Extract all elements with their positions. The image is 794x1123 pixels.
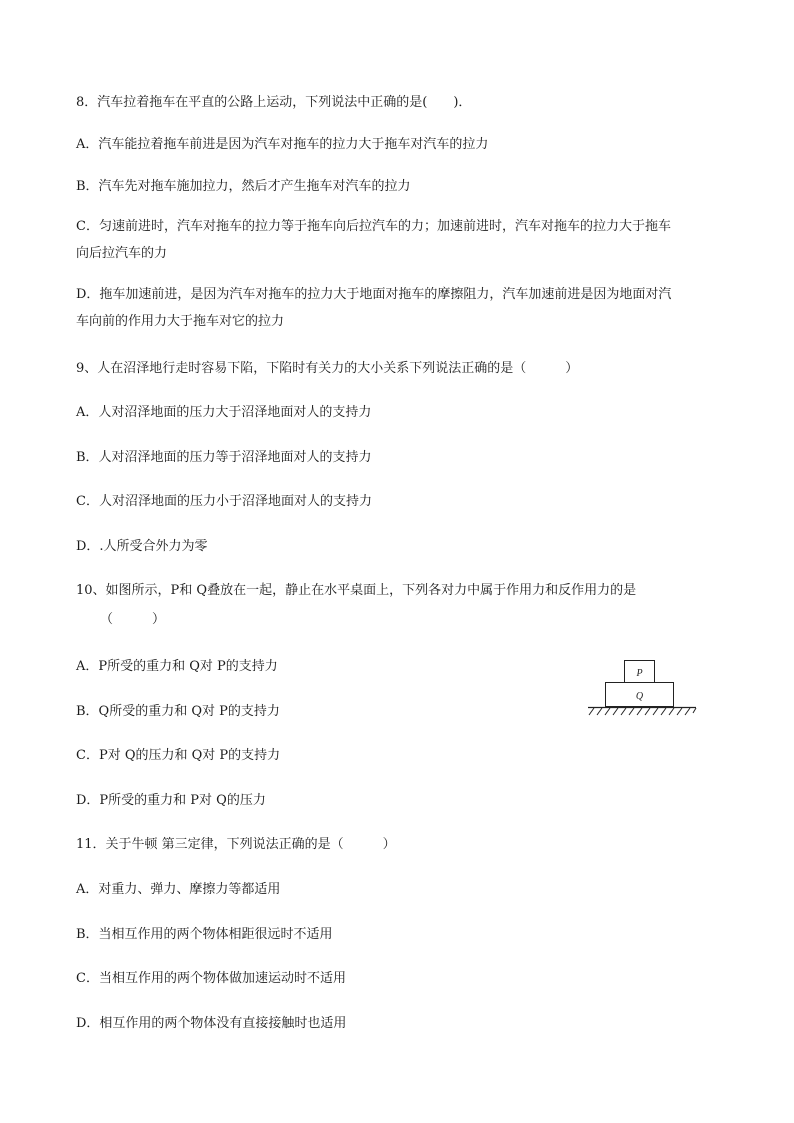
question-10-option-a: A．P所受的重力和 Q对 P的支持力 xyxy=(76,659,278,674)
question-10-option-b: B．Q所受的重力和 Q对 P的支持力 xyxy=(76,704,280,719)
question-10-option-d: D．P所受的重力和 P对 Q的压力 xyxy=(76,793,266,808)
question-8-option-c: C．匀速前进时，汽车对拖车的拉力等于拖车向后拉汽车的力；加速前进时，汽车对拖车的拉力大于拖车 xyxy=(76,219,671,234)
question-8-option-d-cont: 车向前的作用力大于拖车对它的拉力 xyxy=(76,314,285,329)
table-hatching xyxy=(589,708,696,715)
question-11-option-c: C．当相互作用的两个物体做加速运动时不适用 xyxy=(76,971,346,986)
question-11-stem: 11．关于牛顿 第三定律，下列说法正确的是（ ） xyxy=(76,837,396,852)
question-8-option-c-cont: 向后拉汽车的力 xyxy=(76,246,168,261)
question-10-stem: 10、如图所示，P和 Q叠放在一起，静止在水平桌面上，下列各对力中属于作用力和反作用力的是 xyxy=(76,583,637,598)
question-8-option-d: D．拖车加速前进，是因为汽车对拖车的拉力大于地面对拖车的摩擦阻力，汽车加速前进是因为地面对汽 xyxy=(76,287,672,302)
question-8-option-b: B．汽车先对拖车施加拉力，然后才产生拖车对汽车的拉力 xyxy=(76,179,411,194)
stacked-blocks-diagram xyxy=(586,658,698,718)
question-11-option-b: B．当相互作用的两个物体相距很远时不适用 xyxy=(76,927,333,942)
label-p: P xyxy=(636,668,643,679)
question-9-option-a: A．人对沼泽地面的压力大于沼泽地面对人的支持力 xyxy=(76,405,372,420)
question-10-stem-cont: （ ） xyxy=(100,612,166,627)
question-9-stem: 9、人在沼泽地行走时容易下陷，下陷时有关力的大小关系下列说法正确的是（ ） xyxy=(76,361,579,376)
question-8-option-a: A．汽车能拉着拖车前进是因为汽车对拖车的拉力大于拖车对汽车的拉力 xyxy=(76,137,489,152)
label-q: Q xyxy=(635,691,644,702)
question-11-option-d: D．相互作用的两个物体没有直接接触时也适用 xyxy=(76,1016,347,1031)
question-9-option-d: D．.人所受合外力为零 xyxy=(76,539,208,554)
question-9-option-c: C．人对沼泽地面的压力小于沼泽地面对人的支持力 xyxy=(76,494,372,509)
question-11-option-a: A．对重力、弹力、摩擦力等都适用 xyxy=(76,882,281,897)
question-10-option-c: C．P对 Q的压力和 Q对 P的支持力 xyxy=(76,748,281,763)
stacked-blocks-figure xyxy=(586,658,698,718)
question-9-option-b: B．人对沼泽地面的压力等于沼泽地面对人的支持力 xyxy=(76,450,372,465)
question-8-stem: 8．汽车拉着拖车在平直的公路上运动，下列说法中正确的是( )． xyxy=(76,95,472,110)
